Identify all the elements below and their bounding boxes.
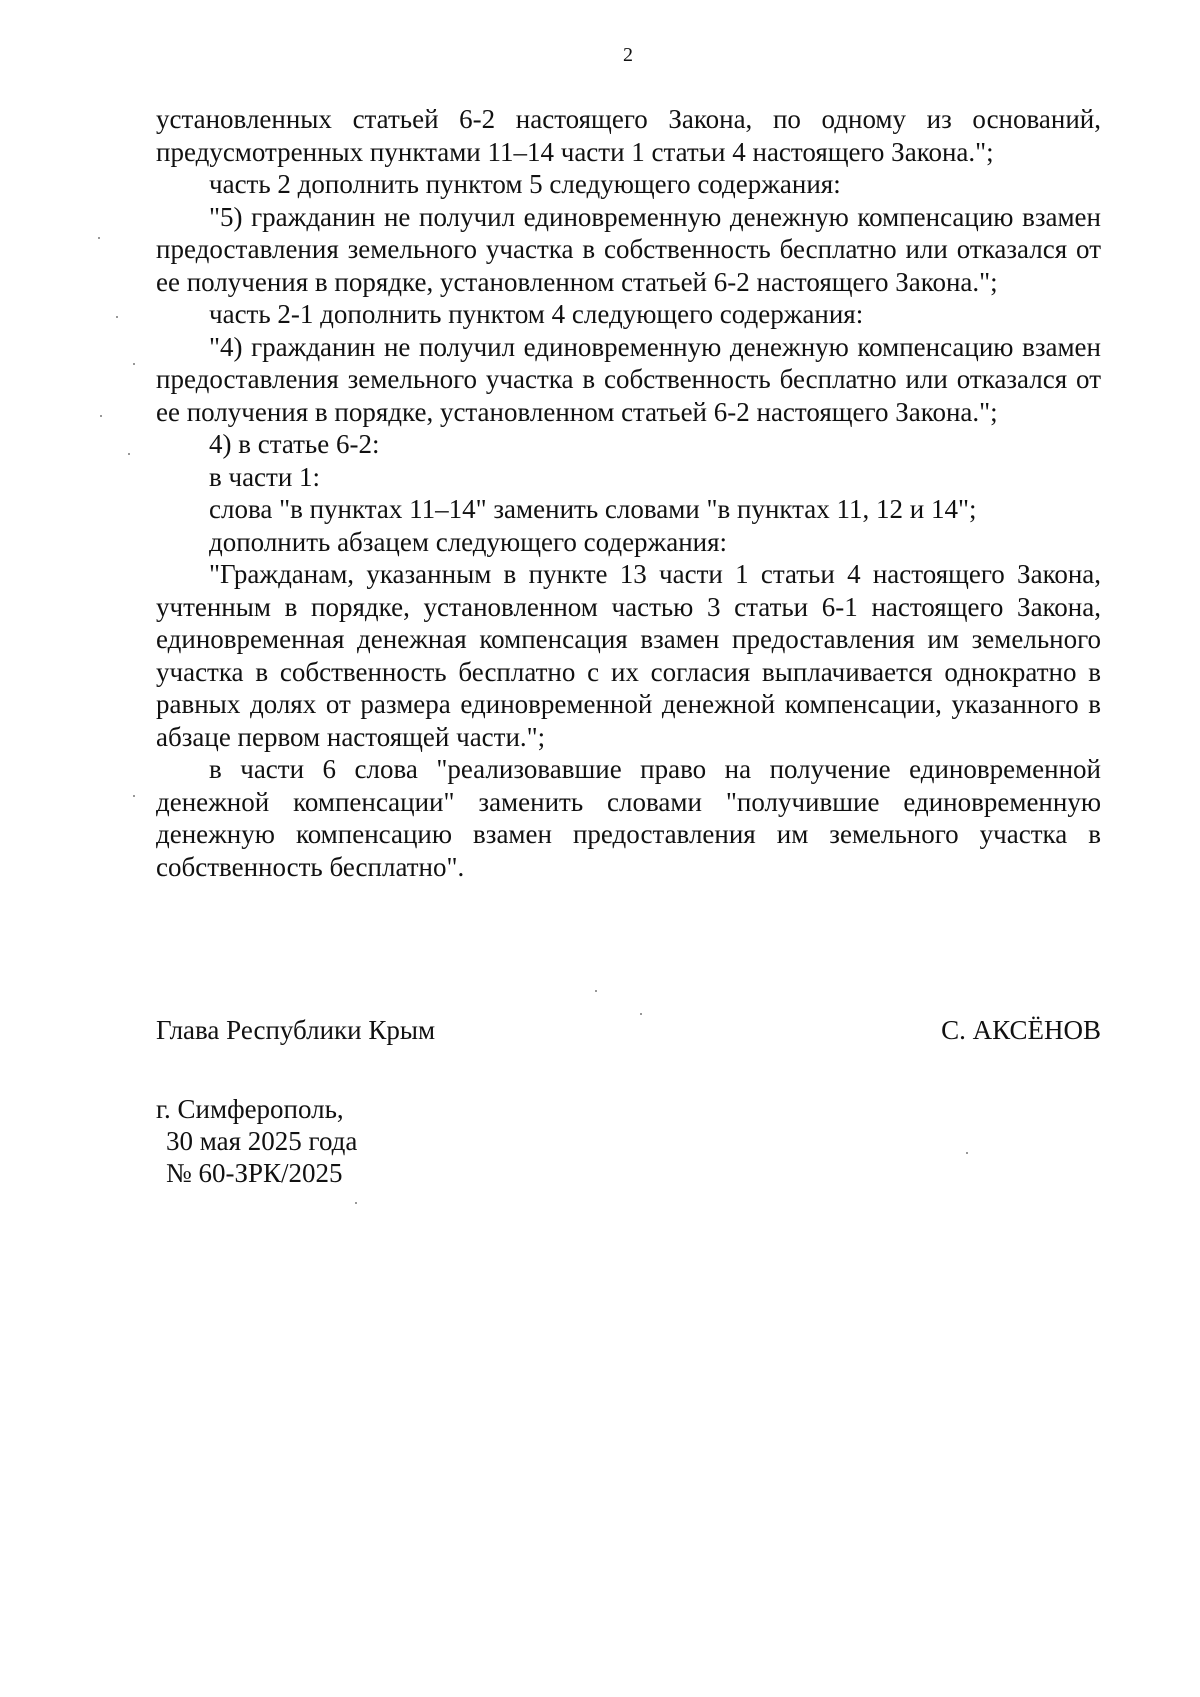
scan-speck (640, 1013, 642, 1015)
scan-speck (966, 1152, 968, 1154)
paragraph: "4) гражданин не получил единовременную денежную компенсацию взамен предоставления земельного участка в собственность бесплатно или отказался от ее получения в порядке, установленном статьей 6-2 настоящего Закона."; (156, 331, 1101, 427)
scan-speck (595, 990, 597, 992)
city: г. Симферополь, (156, 1094, 344, 1124)
signatory-title: Глава Республики Крым (156, 1015, 436, 1045)
paragraph: "Гражданам, указанным в пункте 13 части 1 статьи 4 настоящего Закона, учтенным в порядке, установленном частью 3 статьи 6-1 настоящего Закона, единовременная денежная компенсация взамен предоставления им земельного участка в собственность бесплатно с их согласия выплачивается однократно в равных долях от размера единовременной денежной компенсации, указанного в абзаце первом настоящей части."; (156, 559, 1101, 752)
place-date-block (156, 1093, 357, 1189)
paragraph: дополнить абзацем следующего содержания: (209, 526, 728, 557)
scan-speck (128, 453, 130, 455)
paragraph: часть 2-1 дополнить пунктом 4 следующего содержания: (209, 299, 864, 329)
scan-speck (133, 363, 135, 365)
paragraph: слова "в пунктах 11–14" заменить словами "в пунктах 11, 12 и 14"; (209, 494, 977, 524)
paragraph: в части 6 слова "реализовавшие право на получение единовременной денежной компенсации" заменить словами "получившие единовременную денежную компенсацию взамен предоставления им земельного участка в собственность бесплатно". (156, 754, 1101, 882)
paragraph: часть 2 дополнить пунктом 5 следующего содержания: (209, 169, 841, 199)
paragraph: установленных статьей 6-2 настоящего Закона, по одному из оснований, предусмотренных пунктами 11–14 части 1 статьи 4 настоящего Закона."; (156, 104, 1101, 167)
paragraph: в части 1: (209, 461, 321, 492)
page-number: 2 (623, 44, 633, 66)
law-number: № 60-ЗРК/2025 (166, 1158, 343, 1188)
signatory-name: С. АКСЁНОВ (941, 1015, 1101, 1045)
scan-speck (355, 1202, 357, 1204)
scan-speck (116, 316, 118, 318)
scan-speck (133, 795, 135, 797)
date: 30 мая 2025 года (166, 1126, 358, 1156)
document-body (156, 103, 1101, 883)
paragraph: "5) гражданин не получил единовременную денежную компенсацию взамен предоставления земельного участка в собственность бесплатно или отказался от ее получения в порядке, установленном статьей 6-2 настоящего Закона."; (156, 201, 1101, 297)
scan-speck (100, 415, 102, 417)
paragraph: 4) в статье 6-2: (209, 429, 380, 459)
scan-speck (98, 237, 100, 239)
